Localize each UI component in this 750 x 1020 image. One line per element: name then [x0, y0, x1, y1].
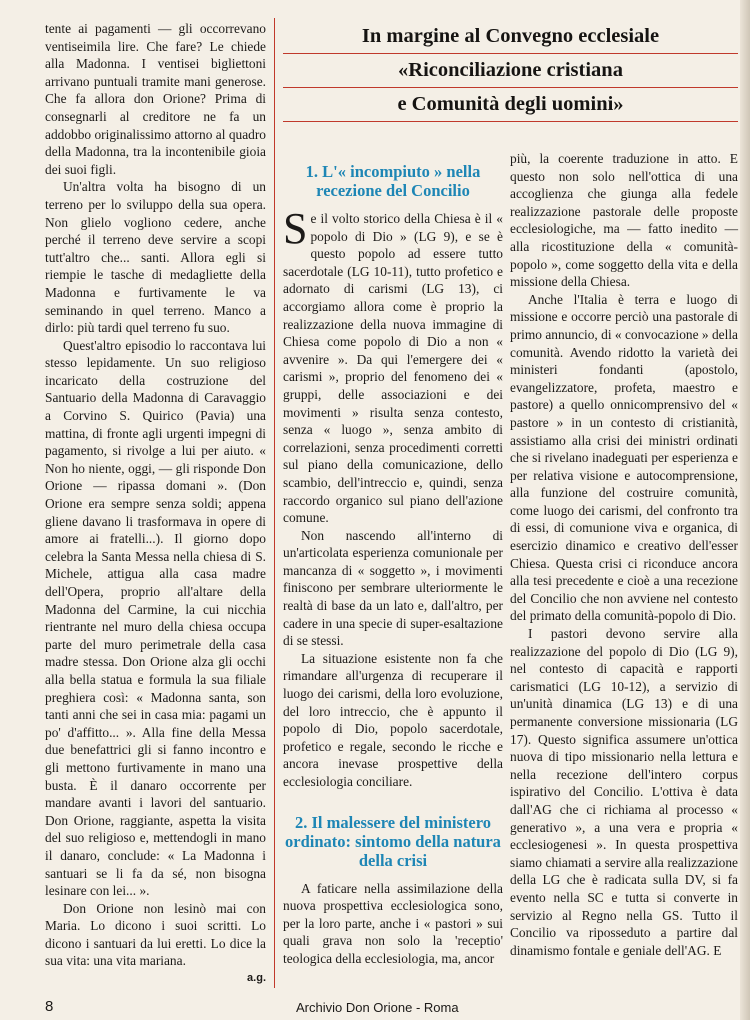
paragraph: tente ai pagamenti — gli occorrevano ventiseimila lire. Che fare? Le chiede alla Madonna. I ventisei bigliettoni arrivano puntuali tramite mani generose. Che fa allora don Orione? Prima di consegnarli al creditore ne fa un addobbo originalissimo attorno al quadro della Madonna, tra la incontenibile gioia dei suoi figli.: [45, 21, 266, 177]
right-column: [510, 150, 738, 959]
header-line-1: In margine al Convegno ecclesiale: [283, 20, 738, 54]
middle-column: [283, 150, 503, 968]
author-signature: a.g.: [247, 972, 266, 985]
header-line-2: «Riconciliazione cristiana: [283, 54, 738, 88]
paragraph: A faticare nella assimilazione della nuova prospettiva ecclesiologica sono, per la loro parte, anche i « pastori » sui quali grava non solo la 'receptio' teologica della ecclesiologia, ma, ancor: [283, 880, 503, 966]
paragraph: Non nascendo all'interno di un'articolata esperienza comunionale per mancanza di « soggetto », i movimenti finiscono per sembrare ulteriormente le realtà di base da un lato e, dall'altro, per cadere in una specie di super-esaltazione di se stessi.: [283, 527, 503, 649]
archive-note: Archivio Don Orione - Roma: [296, 1000, 459, 1015]
paragraph-text: e il volto storico della Chiesa è il « popolo di Dio » (LG 9), e se è questo popolo ad essere tutto sacerdotale (LG 10-11), tutto profetico e adornato di carismi (LG 13), ci accorgiamo allora come è proprio la realizzazione della nuova immagine di Chiesa come popolo di Dio a non « avvenire ». Da qui l'emergere dei « carismi », proprio del fenomeno dei « gruppi, delle associazioni e dei movimenti » risulta senza contesto, senza « luogo », senza ambito di correlazioni, senza procedimenti corretti sul piano della comunicazione, dello scambio, dell'intreccio e, quindi, senza raccordo organico sul piano dell'azione comune.: [283, 211, 503, 526]
paragraph: più, la coerente traduzione in atto. E questo non solo nell'ottica di una accoglienza che giunga alla fedele realizzazione pastorale delle proposte ecclesiologiche, ma — fatto inedito — alla ricostituzione della « comunità-popolo », come soggetto della vita e della missione della Chiesa.: [510, 151, 738, 290]
header-line-3: e Comunità degli uomini»: [283, 88, 738, 122]
left-column: [45, 20, 266, 988]
article-header: [283, 20, 738, 122]
paragraph: Un'altra volta ha bisogno di un terreno per lo sviluppo della sua opera. Non glielo vogliono cedere, anche perché il terreno deve servire a scopi tutt'altro che... santi. Allora egli si riempie le tasche di medagliette della Madonna e furtivamente le va seminando in quel terreno. Manco a dirlo: più tardi quel terreno fu suo.: [45, 179, 266, 336]
page-edge: [740, 0, 750, 1020]
paragraph: La situazione esistente non fa che rimandare all'urgenza di recuperare il luogo dei carismi, della loro evoluzione, del loro intreccio, che è appunto il popolo di Dio, popolo sacerdotale, profetico e regale, secondo le ricche e ancora inevase prospettive della ecclesiologia conciliare.: [283, 650, 503, 789]
section-2-title: 2. Il malessere del ministero ordinato: sintomo della natura della crisi: [285, 812, 501, 870]
column-divider: [274, 18, 275, 988]
paragraph: Quest'altro episodio lo raccontava lui stesso lepidamente. Un suo religioso incaricato della costruzione del Santuario della Madonna di Caravaggio a Corvino S. Quirico (Pavia) una mattina, di fronte agli urgenti impegni di pagamento, si rivolge a lui per aiuto. « Non ho niente, oggi, — gli risponde Don Orione — ripassa domani ». (Don Orione era sempre senza soldi; appena gliene davano li trasformava in opere di amore ai fratelli...). Il giorno dopo celebra la Santa Messa nella chiesa di S. Michele, attigua alla casa madre dell'Opera, proprio all'altare della Madonna del Carmine, la cui nicchia rientrante nel muro della chiesa occupa parte del muro perimetrale della casa madre stessa. Don Orione alza gli occhi alla bella statua e formula la sua filiale preghiera così: « Madonna santa, son tanti anni che sei in casa mia: pagami un po' d'affitto... ». Alla fine della Messa due benefattrici gli si fanno incontro e gli mettono furtivamente in mano una busta. È il danaro occorrente per mandare avanti i lavori del santuario. Don Orione, raggiante, aspetta la visita del suo religioso e, mettendogli in mano il danaro, conclude: « La Madonna i santuari se li fa da sé, non bisogna lesinare con lei... ».: [45, 337, 266, 899]
paragraph: Anche l'Italia è terra e luogo di missione e occorre perciò una pastorale di primo annuncio, di « convocazione » della comunità. Avendo ridotto la varietà dei ministeri fondanti (apostolo, evangelizzatore, profeta, maestro e pastore) a quello onnicomprensivo del « pastore » in un contesto di cristianità, assistiamo alla crisi dei ministri ordinati che si rivelano inadeguati per esperienza e per relativa visione e autocomprensione, alla funzione del costruire comunità, come luogo dei carismi, del confronto tra di essi, di comunione viva e organica, di esercizio dinamico e creativo dell'esser Chiesa. Questa crisi ci riconduce ancora alla tesi precedente e cioè a una recezione del Concilio che non avviene nel contesto del primato della comunità-popolo di Dio.: [510, 291, 738, 624]
page-number: 8: [45, 998, 54, 1015]
paragraph: Don Orione non lesinò mai con Maria. Lo dicono i suoi scritti. Lo dicono i santuari da lui eretti. Lo dice la sua vita: una vita mariana.: [45, 900, 266, 969]
paragraph: [283, 204, 503, 527]
drop-cap: S: [283, 204, 308, 253]
section-1-title: 1. L'« incompiuto » nella recezione del Concilio: [305, 162, 481, 200]
paragraph: I pastori devono servire alla realizzazione del popolo di Dio (LG 9), nel contesto di capacità e rapporti carismatici (LG 10-12), a servizio di un'unità dinamica (LG 13) e di una permanente conversione missionaria (LG 17). Questo significa assumere un'ottica nuova di tipo missionario nella lettura e nella recezione dell'intero corpus ispirativo del Concilio. L'ottiva è data dall'AG che ci richiama al processo « generativo », a una vera e propria « ecclesiogenesi ». In questa prospettiva siamo chiamati a servire alla realizzazione della LG che è radicata sulla DV, si fa evento nella SC e tutta si converte in servizio al Regno nella GS. Tutto il Concilio va riposseduto a partire dal dinamismo fontale e geniale dell'AG. E: [510, 626, 738, 958]
